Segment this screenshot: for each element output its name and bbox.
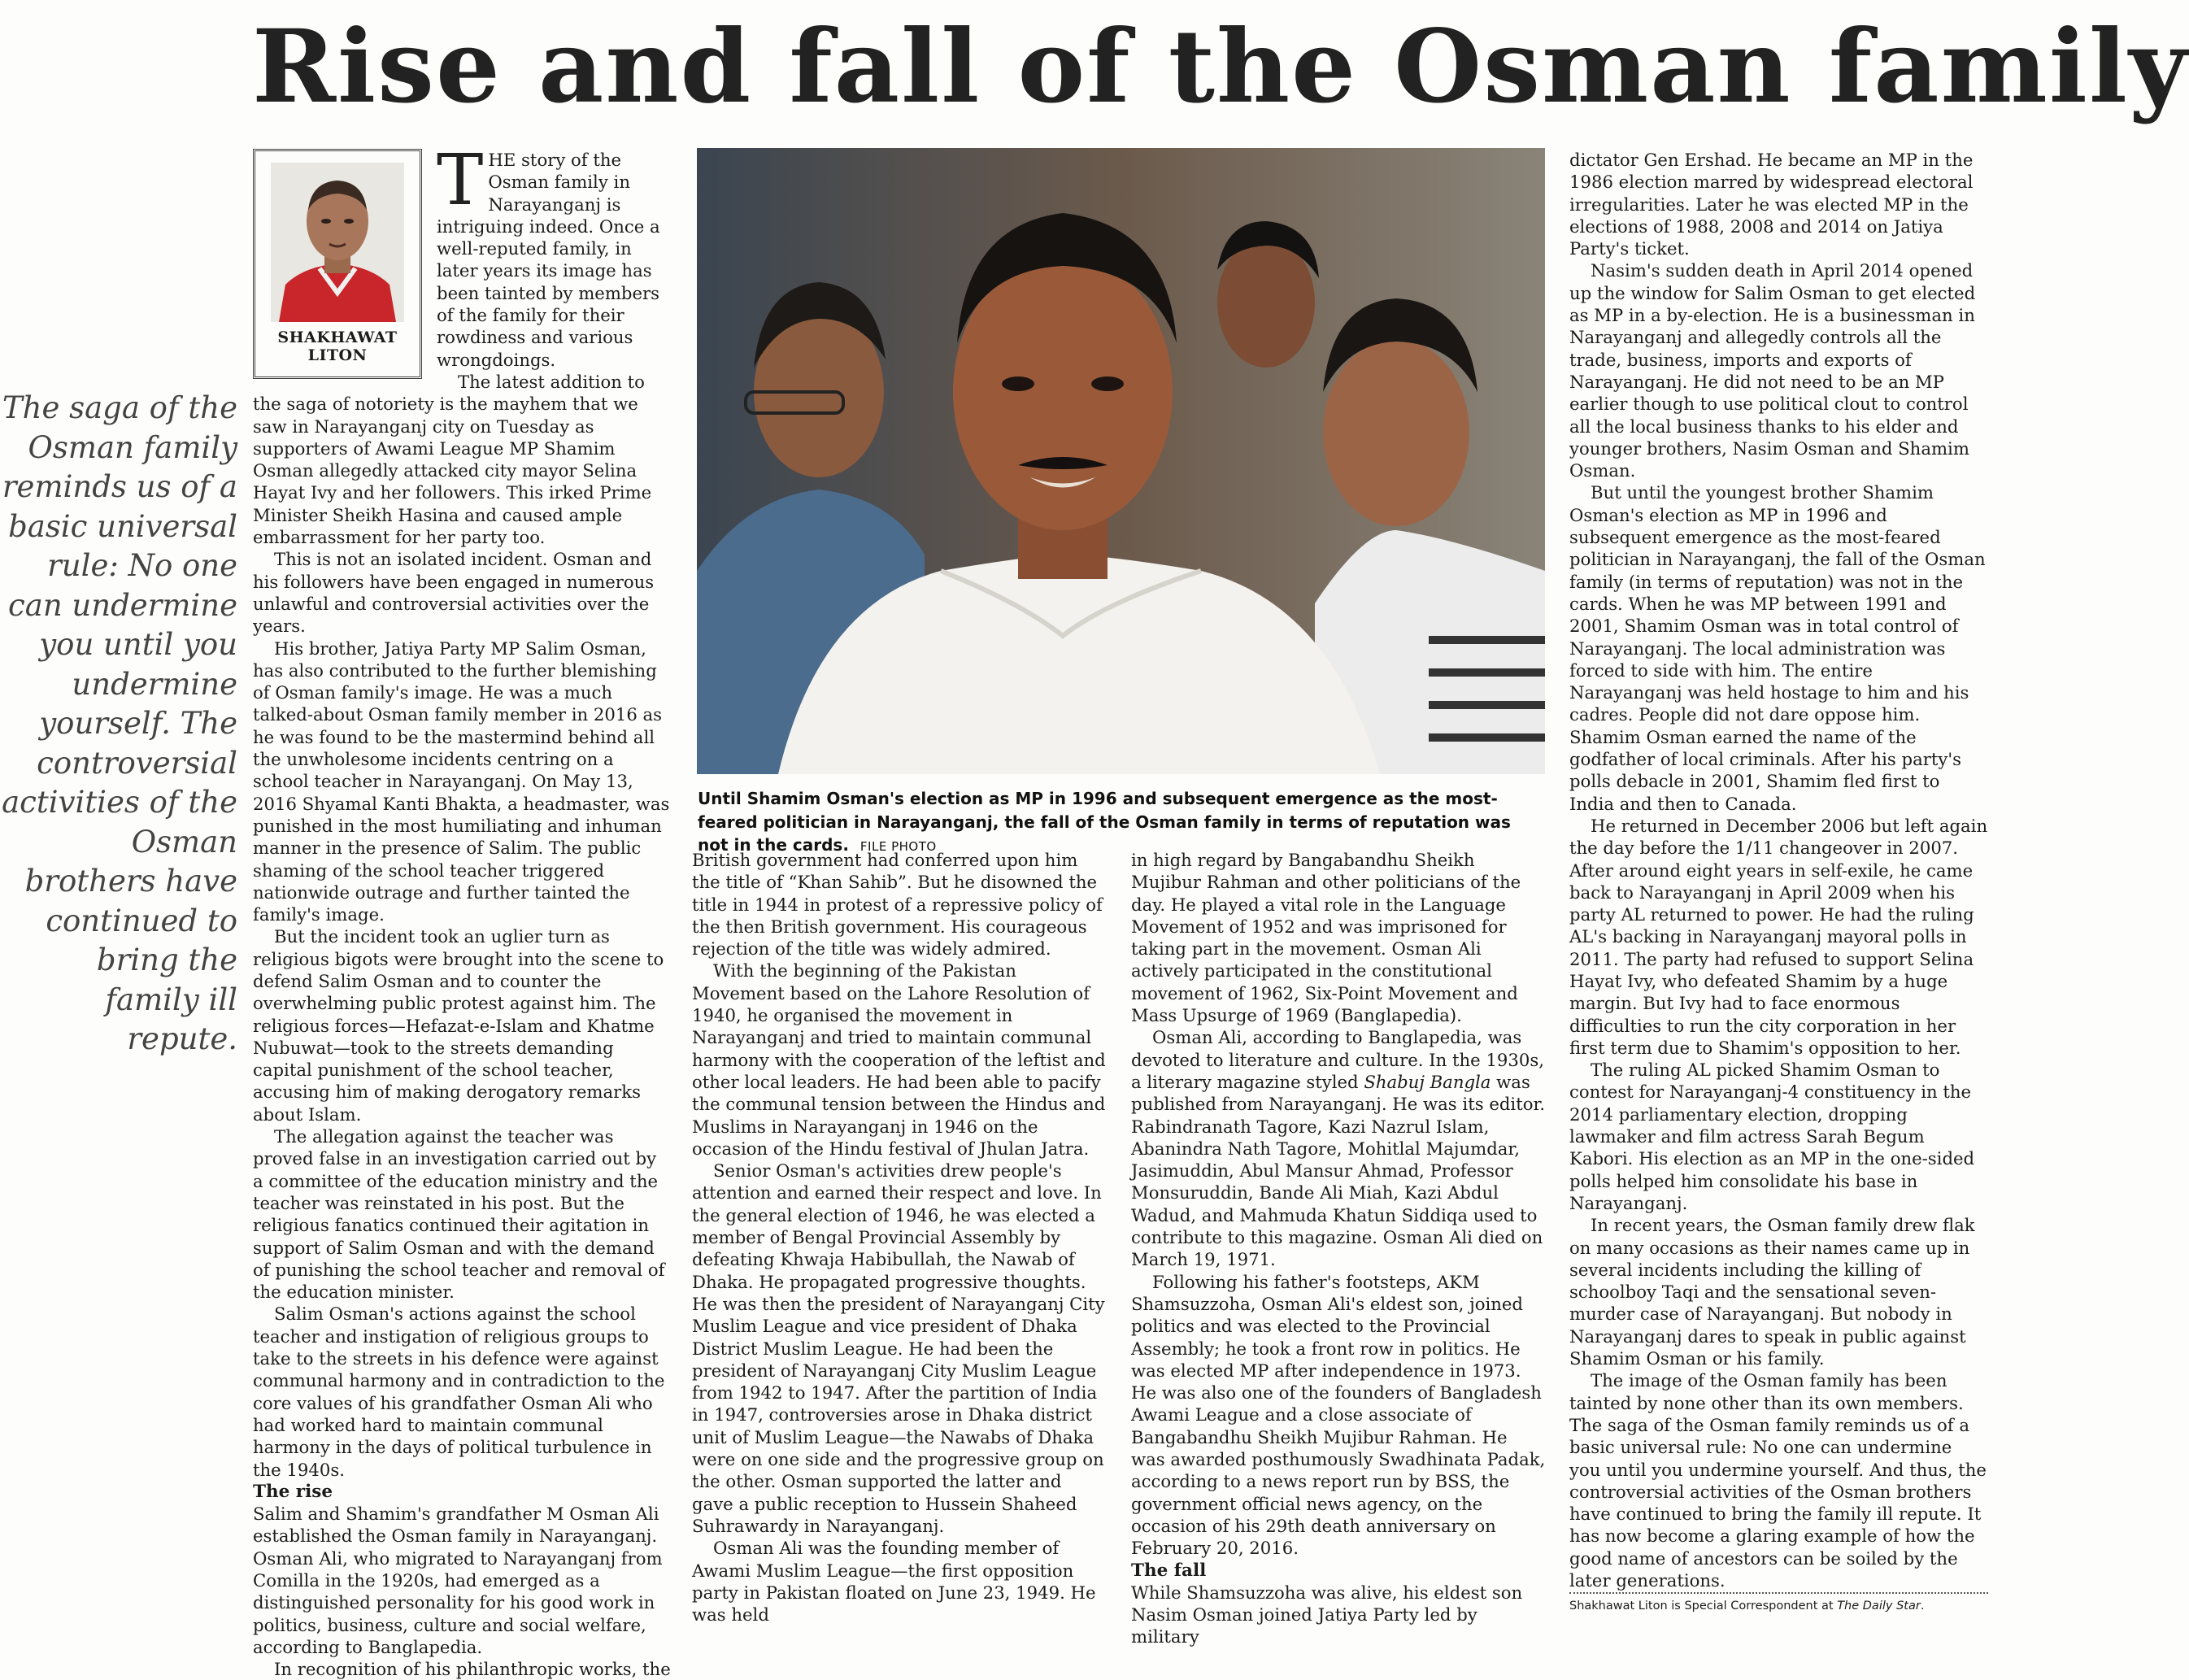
main-photo: [697, 148, 1545, 774]
magazine-title: Shabuj Bangla: [1364, 1071, 1491, 1092]
drop-cap: T: [437, 140, 484, 221]
paragraph: Following his father's footsteps, AKM Shamsuzzoha, Osman Ali's eldest son, joined politics and was elected to the Provincial Assembly; he took a front row in politics. He was elected MP after independence in 1973. He was also one of the founders of Bangladesh Awami League and a close associate of Bangabandhu Sheikh Mujibur Rahman. He was awarded posthumously Swadhinata Padak, according to a news report run by BSS, the government official news agency, on the occasion of his 29th death anniversary on February 20, 2016.: [1131, 1271, 1546, 1559]
photo-caption: [698, 787, 1546, 855]
paragraph: With the beginning of the Pakistan Movement based on the Lahore Resolution of 1940, he organised the movement in Narayanganj and tried to maintain communal harmony with the cooperation of the leftist and other local leaders. He had been able to pacify the communal tension between the Hindus and Muslims in Narayanganj in 1946 on the occasion of the Hindu festival of Jhulan Jatra.: [692, 960, 1106, 1159]
paragraph: But the incident took an uglier turn as religious bigots were brought into the scene to defend Salim Osman and to counter the overwhelming public protest against him. The religious forces—Hefazat-e-Islam and Khatme Nubuwat—took to the streets demanding capital punishment of the school teacher, accusing him of making derogatory remarks about Islam.: [253, 926, 664, 1125]
pull-quote: The saga of the Osman family reminds us of a basic universal rule: No one can undermine you until you undermine yourself. The controversial activities of the Osman brothers have continued to bring the family ill repute.: [2, 390, 237, 1056]
paragraph: [1131, 1026, 1546, 1270]
footnote-text: Shakhawat Liton is Special Correspondent at: [1569, 1599, 1838, 1613]
photo-credit: FILE PHOTO: [859, 839, 937, 854]
author-portrait-image: [271, 163, 404, 322]
newspaper-name: The Daily Star: [1837, 1599, 1921, 1613]
paragraph: In recent years, the Osman family drew flak on many occasions as their names came up in several incidents including the killing of schoolboy Taqi and the sensational seven-murder case of Narayanganj. But nobody in Narayanganj dares to speak in public against Shamim Osman or his family.: [1569, 1215, 1975, 1369]
paragraph: Senior Osman's activities drew people's attention and earned their respect and love. In the general election of 1946, he was elected a member of Bengal Provincial Assembly by defeating Khwaja Habibullah, the Nawab of Dhaka. He propagated progressive thoughts. He was then the president of Narayanganj City Muslim League and vice president of Dhaka District Muslim League. He had been the president of Narayanganj City Muslim League from 1942 to 1947. After the partition of India in 1947, controversies arose in Dhaka district unit of Muslim League—the Nawabs of Dhaka were on one side and the progressive group on the other. Osman supported the latter and gave a public reception to Hussein Shaheed Suhrawardy in Narayanganj.: [692, 1160, 1105, 1536]
paragraph: The allegation against the teacher was proved false in an investigation carried out by a committee of the education ministry and the teacher was reinstated in his post. But the religious fanatics continued their agitation in support of Salim Osman and with the demand of punishing the school teacher and removal of the education minister.: [253, 1126, 665, 1303]
paragraph: British government had conferred upon him the title of “Khan Sahib”. But he disowned the title in 1944 in protest of a repressive policy of the then British government. His courageous rejection of the title was widely admired.: [692, 850, 1103, 960]
paragraph: Salim and Shamim's grandfather M Osman Ali established the Osman family in Narayanganj. Osman Ali, who migrated to Narayanganj from Comilla in the 1920s, had emerged as a distinguished personality for his good work in politics, business, culture and social welfare, according to Banglapedia.: [253, 1504, 663, 1657]
text-run: was published from Narayanganj. He was its editor. Rabindranath Tagore, Kazi Nazrul Islam, Abanindra Nath Tagore, Mohitlal Majumdar, Jasimuddin, Abul Mansur Ahmad, Professor Monsuruddin, Bande Ali Miah, Kazi Abdul Wadud, and Mahmuda Khatun Siddiqa used to contribute to this magazine. Osman Ali died on March 19, 1971.: [1131, 1071, 1545, 1270]
subhead-rise: The rise: [253, 1481, 333, 1502]
author-box: [253, 149, 422, 379]
text-run: Osman Ali, according to Banglapedia, was devoted to literature and culture. In the 1930s, a literary magazine styled: [1131, 1027, 1544, 1092]
author-photo: [271, 163, 404, 322]
paragraph: Nasim's sudden death in April 2014 opened up the window for Salim Osman to get elected as MP in a by-election. He is a businessman in Narayanganj and allegedly controls all the trade, business, imports and exports of Narayanganj. He did not need to be an MP earlier though to use political clout to control all the local business thanks to his elder and younger brothers, Nasim Osman and Shamim Osman.: [1569, 260, 1976, 481]
author-footnote: [1569, 1592, 1988, 1622]
article-column-3: [1131, 849, 1546, 1647]
paragraph: His brother, Jatiya Party MP Salim Osman, has also contributed to the further blemishing of Osman family's image. He was a much talked-about Osman family member in 2016 as he was found to be the mastermind behind all the unwholesome incidents centring on a school teacher in Narayanganj. On May 13, 2016 Shyamal Kanti Bhakta, a headmaster, was punished in the most humiliating and inhuman manner in the presence of Salim. The public shaming of the school teacher triggered nationwide outrage and further tainted the family's image.: [253, 638, 670, 925]
paragraph: Osman Ali was the founding member of Awami Muslim League—the first opposition party in Pakistan floated on June 23, 1949. He was held: [692, 1538, 1096, 1626]
paragraph: in high regard by Bangabandhu Sheikh Mujibur Rahman and other politicians of the day. He played a vital role in the Language Movement of 1952 and was imprisoned for taking part in the movement. Osman Ali actively participated in the constitutional movement of 1962, Six-Point Movement and Mass Upsurge of 1969 (Banglapedia).: [1131, 850, 1521, 1026]
author-name: SHAKHAWAT LITON: [277, 329, 398, 364]
paragraph: While Shamsuzzoha was alive, his eldest son Nasim Osman joined Jatiya Party led by military: [1131, 1582, 1523, 1647]
footnote-end: .: [1920, 1599, 1925, 1613]
article-column-4: [1569, 149, 1988, 1600]
paragraph: The image of the Osman family has been tainted by none other than its own members. The saga of the Osman family reminds us of a basic universal rule: No one can undermine you until you undermine yourself. And thus, the controversial activities of the Osman brothers have continued to bring the family ill repute. It has now become a glaring example of how the good name of ancestors can be soiled by the later generations.: [1569, 1370, 1987, 1591]
paragraph: dictator Gen Ershad. He became an MP in the 1986 election marred by widespread electoral irregularities. Later he was elected MP in the elections of 1988, 2008 and 2014 on Jatiya Party's ticket.: [1569, 150, 1974, 259]
paragraph: But until the youngest brother Shamim Osman's election as MP in 1996 and subsequent emergence as the most-feared politician in Narayanganj, the fall of the Osman family (in terms of reputation) was not in the cards. When he was MP between 1991 and 2001, Shamim Osman was in total control of Narayanganj. The local administration was forced to side with him. The entire Narayanganj was held hostage to him and his cadres. People did not dare oppose him. Shamim Osman earned the name of the godfather of local criminals. After his party's polls debacle in 2001, Shamim fled first to India and then to Canada.: [1569, 482, 1986, 814]
paragraph: The latest addition to the saga of notoriety is the mayhem that we saw in Narayanganj city on Tuesday as supporters of Awami League MP Shamim Osman allegedly attacked city mayor Selina Hayat Ivy and her followers. This irked Prime Minister Sheikh Hasina and caused ample embarrassment for her party too.: [253, 371, 652, 548]
shamim-osman-photo: [697, 148, 1545, 774]
paragraph: In recognition of his philanthropic works, the: [274, 1659, 671, 1680]
article-column-1: [253, 140, 672, 1680]
paragraph: This is not an isolated incident. Osman and his followers have been engaged in numerous unlawful and controversial activities over the years.: [253, 549, 655, 637]
headline: Rise and fall of the Osman family: [252, 8, 2189, 126]
paragraph: Salim Osman's actions against the school teacher and instigation of religious groups to take to the streets in his defence were against communal harmony and in contradiction to the core values of his grandfather Osman Ali who had worked hard to maintain communal harmony in the days of political turbulence in the 1940s.: [253, 1304, 665, 1480]
article-column-2: [692, 849, 1107, 1630]
subhead-fall: The fall: [1131, 1560, 1207, 1581]
paragraph: He returned in December 2006 but left again the day before the 1/11 changeover in 2007. After around eight years in self-exile, he came back to Narayanganj in April 2009 when his party AL returned to power. He had the ruling AL's backing in Narayanganj mayoral polls in 2011. The party had refused to support Selina Hayat Ivy, who defeated Shamim by a huge margin. But Ivy had to face enormous difficulties to run the city corporation in her first term due to Shamim's opposition to her.: [1569, 815, 1988, 1058]
paragraph: The ruling AL picked Shamim Osman to contest for Narayanganj-4 constituency in the 2014 parliamentary election, dropping lawmaker and film actress Sarah Begum Kabori. His election as an MP in the one-sided polls helped him consolidate his base in Narayanganj.: [1569, 1060, 1975, 1213]
caption-text: Until Shamim Osman's election as MP in 1996 and subsequent emergence as the most-feared politician in Narayanganj, the fall of the Osman family in terms of reputation was not in the cards.: [698, 789, 1511, 855]
paragraph: HE story of the Osman family in Narayanganj is intriguing indeed. Once a well-reputed family, in later years its image has been tainted by members of the family for their rowdiness and various wrongdoings.: [437, 150, 660, 370]
